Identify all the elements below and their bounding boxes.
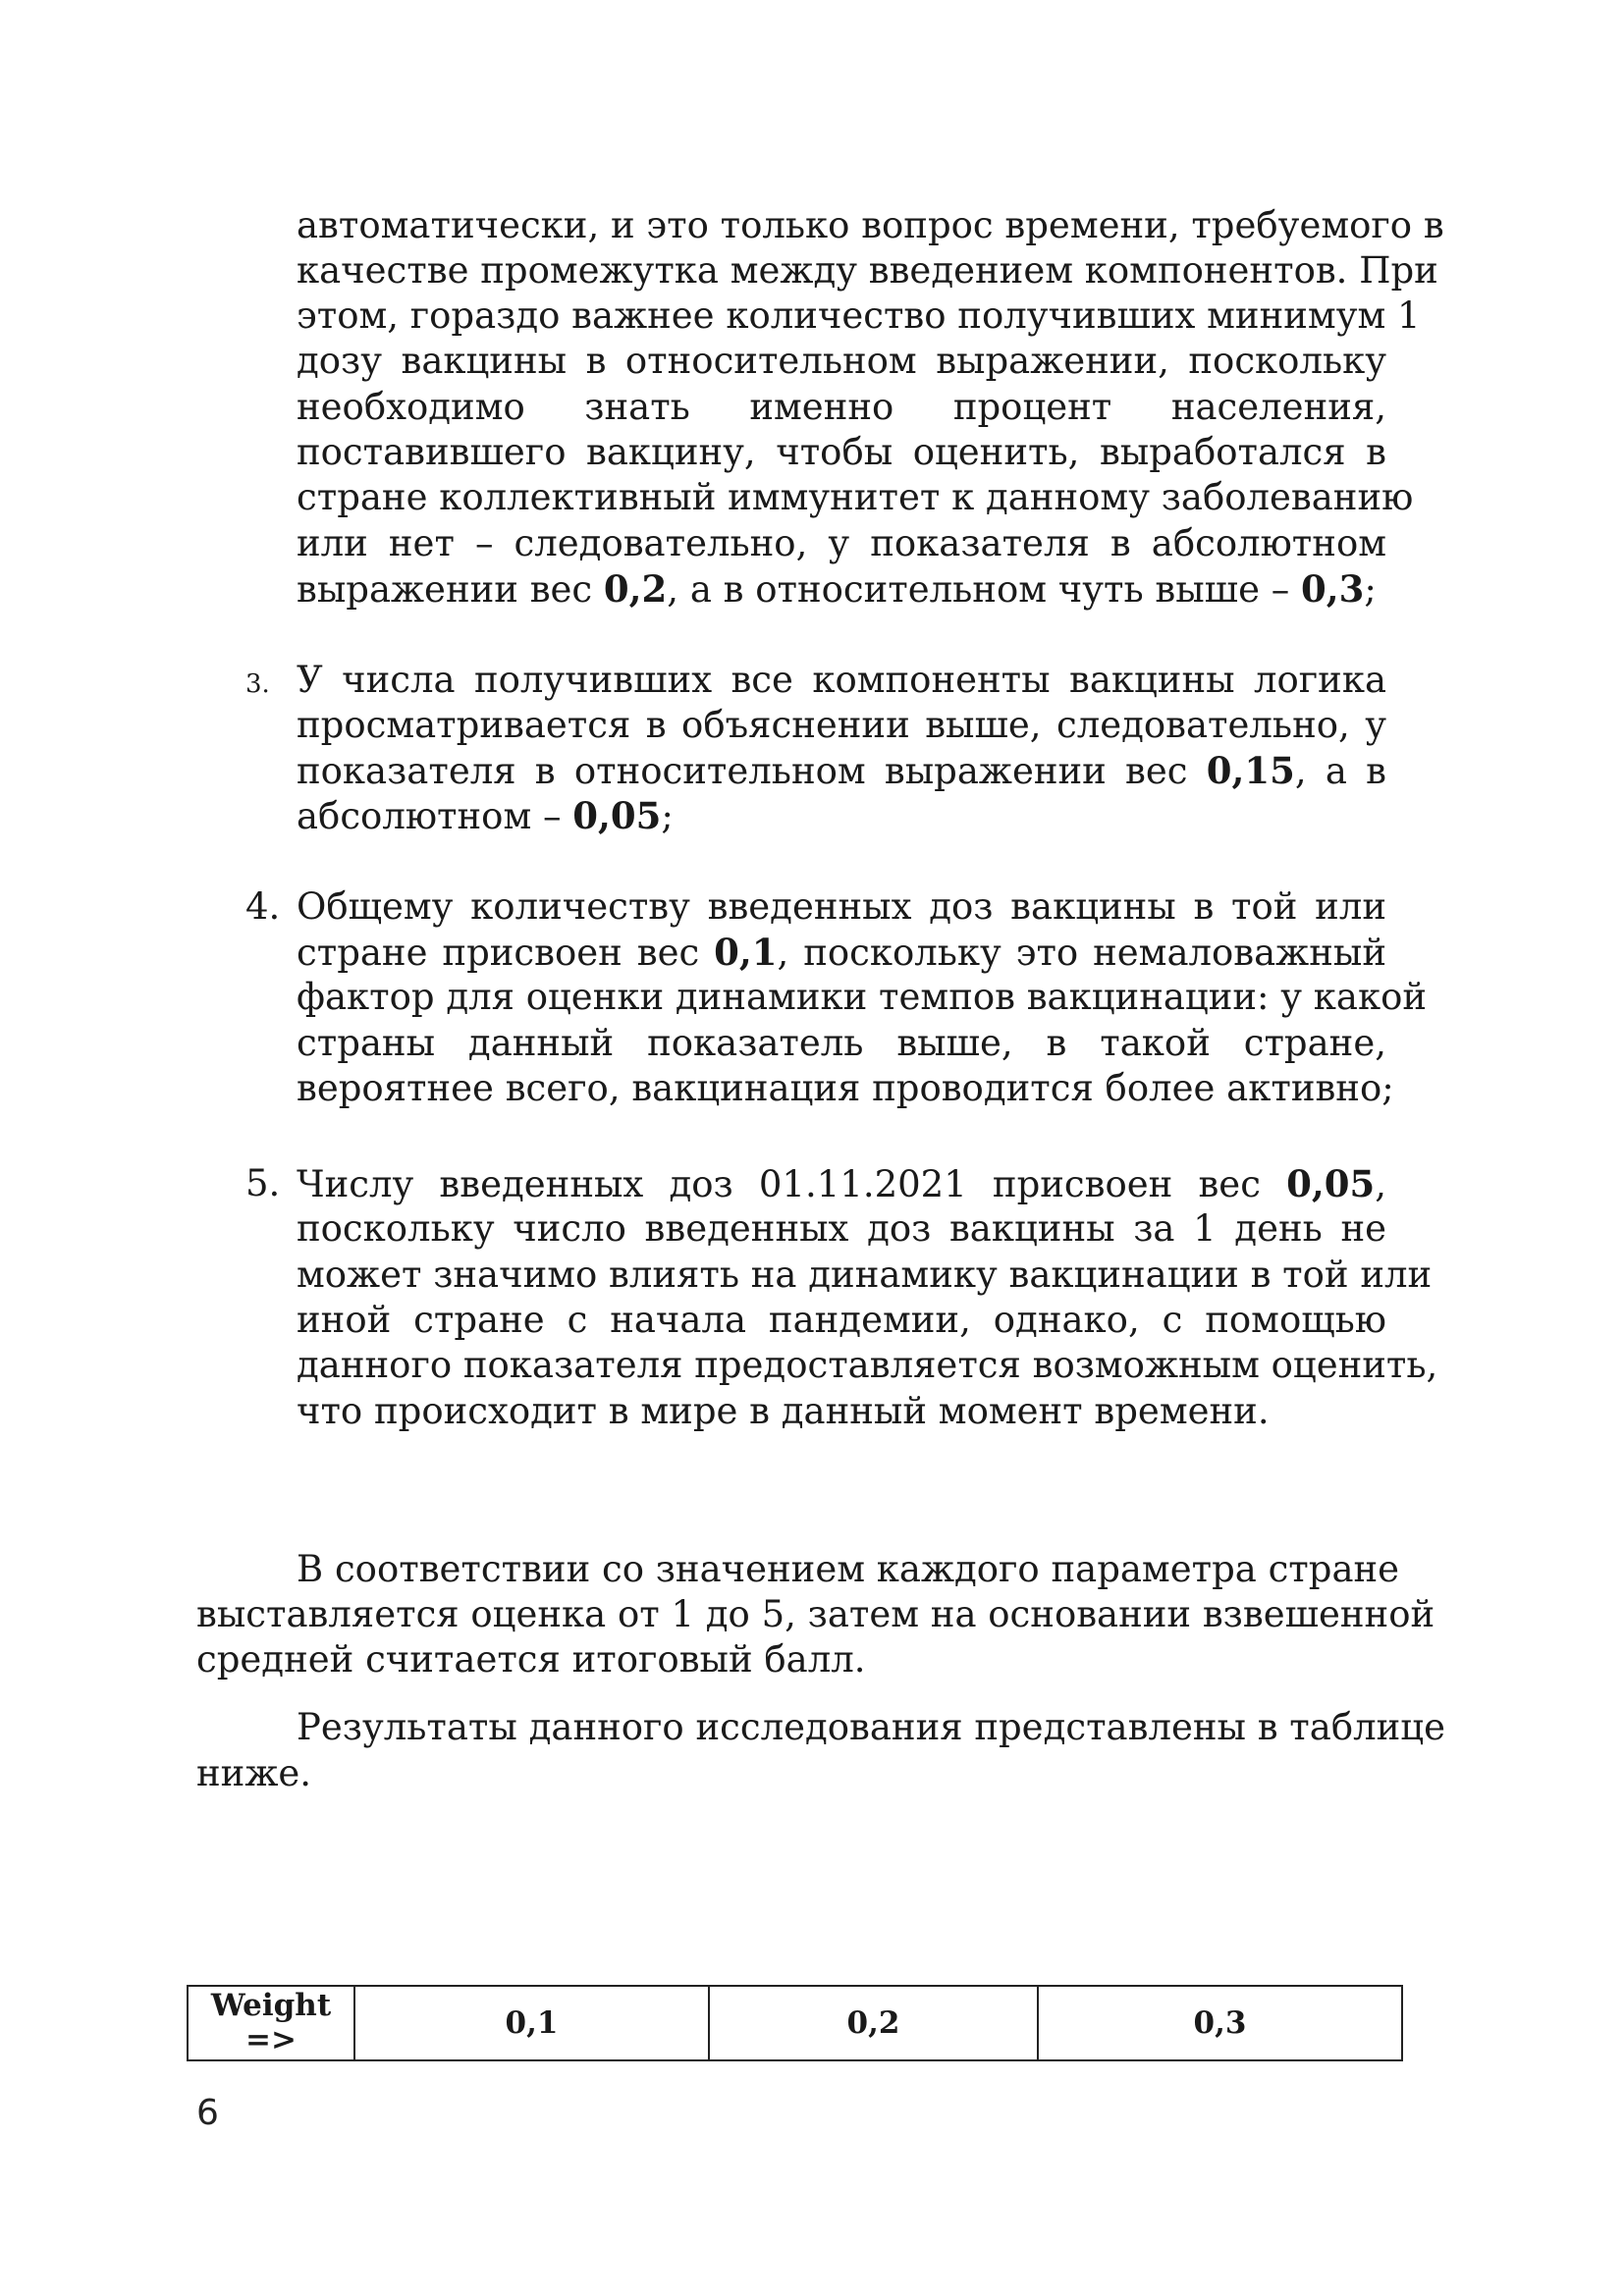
text-line: данного показателя предоставляется возможным оценить, [297,1344,1438,1386]
table-cell: 0,2 [709,1986,1038,2060]
text-line: средней считается итоговый балл. [196,1638,866,1681]
text-line: абсолютном – 0,05; [297,794,674,837]
text-line: Общему количеству введенных доз вакцины в той или [297,885,1386,928]
text-line: что происходит в мире в данный момент времени. [297,1390,1270,1432]
text-line: фактор для оценки динамики темпов вакцинации: у какой [297,976,1428,1018]
text-line: страны данный показатель выше, в такой стране, [297,1022,1386,1064]
table-row [188,1986,1402,2060]
text-line: Результаты данного исследования представлены в таблице [297,1706,1445,1748]
weight-value: 0,2 [603,567,668,611]
list-number: 4. [245,885,281,928]
text-line: ниже. [196,1752,312,1794]
list-number: 5. [245,1162,281,1204]
text-line: поставившего вакцину, чтобы оценить, выработался в [297,431,1386,473]
text-line: Числу введенных доз 01.11.2021 присвоен вес 0,05, [297,1162,1386,1205]
text-line: необходимо знать именно процент населения, [297,386,1386,428]
text-line: иной стране с начала пандемии, однако, с помощью [297,1299,1386,1341]
weight-value: 0,05 [1286,1162,1376,1205]
text-line: просматривается в объяснении выше, следовательно, у [297,704,1386,746]
text-line: вероятнее всего, вакцинация проводится более активно; [297,1067,1394,1109]
text-line: или нет – следовательно, у показателя в абсолютном [297,522,1386,564]
page-number: 6 [196,2093,219,2133]
text-line: стране присвоен вес 0,1, поскольку это немаловажный [297,931,1386,974]
text-line: дозу вакцины в относительном выражении, поскольку [297,340,1386,382]
text-line: показателя в относительном выражении вес 0,15, а в [297,749,1386,792]
text-line: качестве промежутка между введением компонентов. При [297,249,1438,292]
text-line: У числа получивших все компоненты вакцины логика [297,659,1386,701]
text-line: стране коллективный иммунитет к данному заболеванию [297,476,1414,518]
weight-value: 0,3 [1301,567,1365,611]
weight-value: 0,1 [714,931,778,974]
text-line: поскольку число введенных доз вакцины за 1 день не [297,1207,1386,1250]
text-line: выражении вес 0,2, а в относительном чуть выше – 0,3; [297,567,1377,611]
text-line: выставляется оценка от 1 до 5, затем на основании взвешенной [196,1593,1435,1635]
text-line: этом, гораздо важнее количество получивших минимум 1 [297,294,1421,337]
text-line: автоматически, и это только вопрос времени, требуемого в [297,204,1444,246]
weights-table [187,1985,1403,2061]
weight-value: 0,15 [1206,749,1295,792]
table-cell: 0,1 [354,1986,709,2060]
text-line: В соответствии со значением каждого параметра стране [297,1548,1400,1590]
weight-value: 0,05 [572,794,662,837]
list-number: 3. [245,669,270,699]
table-header-cell: Weight => [188,1986,354,2060]
text-line: может значимо влиять на динамику вакцинации в той или [297,1254,1433,1296]
table-cell: 0,3 [1038,1986,1402,2060]
